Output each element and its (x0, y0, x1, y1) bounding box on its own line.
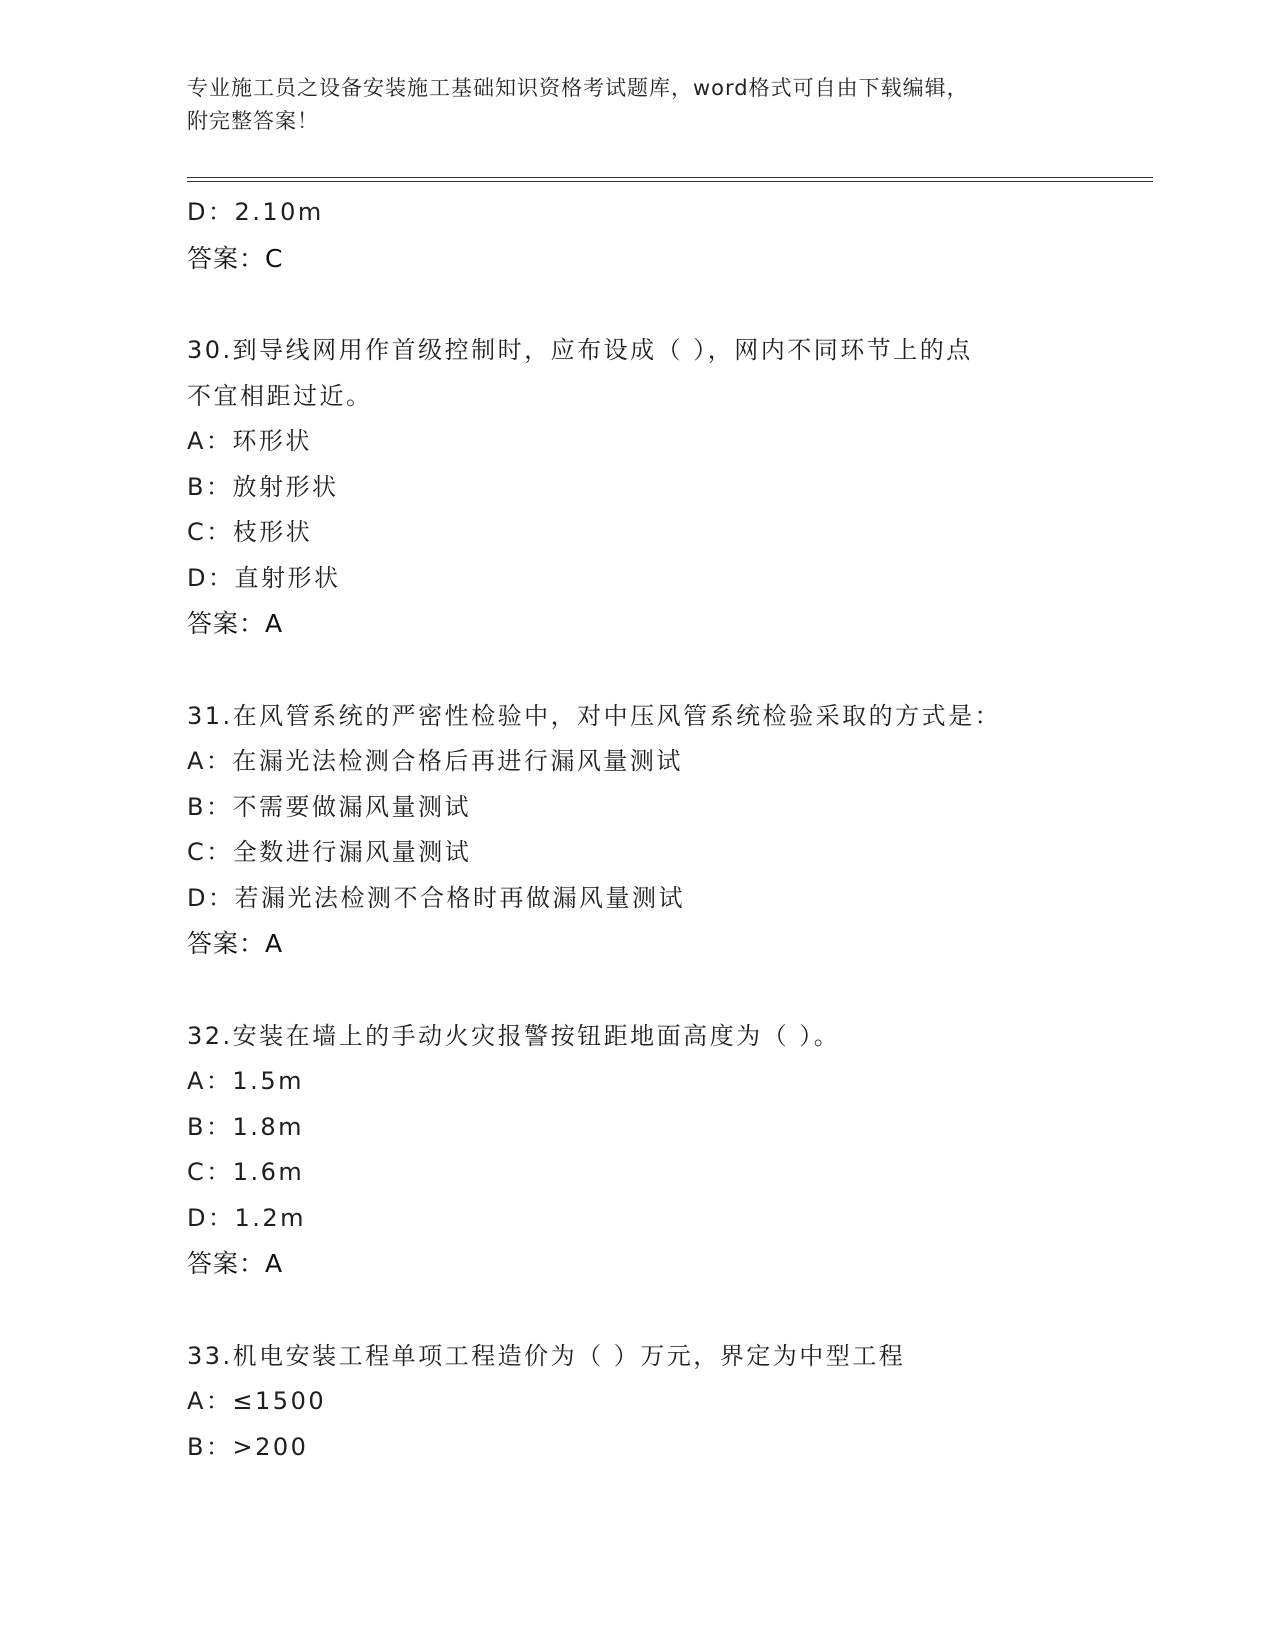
option-b: B：不需要做漏风量测试 (187, 792, 471, 821)
answer: 答案：A (187, 929, 284, 958)
intro-option-d: D：2.10m (187, 198, 324, 226)
answer: 答案：A (187, 609, 284, 638)
option-d: D：若漏光法检测不合格时再做漏风量测试 (187, 883, 685, 912)
spacer (187, 1287, 1087, 1334)
document-body (187, 190, 1087, 1470)
spacer (187, 967, 1087, 1014)
option-d: D：1.2m (187, 1203, 307, 1232)
option-a: A：环形状 (187, 427, 312, 455)
option-c: C：1.6m (187, 1158, 305, 1186)
header-line-1: 专业施工员之设备安装施工基础知识资格考试题库，word格式可自由下载编辑， (187, 76, 969, 100)
header-line-2: 附完整答案！ (187, 109, 319, 133)
question-32 (187, 1014, 1087, 1287)
option-b: B：放射形状 (187, 472, 339, 501)
option-b: B：1.8m (187, 1112, 305, 1141)
option-b: B：>200 (187, 1432, 309, 1461)
question-text: 31.在风管系统的严密性检验中，对中压风管系统检验采取的方式是： (187, 701, 1002, 730)
question-30 (187, 328, 1087, 647)
intro-answer: 答案：C (187, 243, 284, 273)
option-a: A：在漏光法检测合格后再进行漏风量测试 (187, 747, 683, 775)
option-d: D：直射形状 (187, 563, 341, 592)
option-c: C：枝形状 (187, 518, 313, 546)
spacer (187, 647, 1087, 694)
question-33 (187, 1334, 1087, 1471)
question-text: 30.到导线网用作首级控制时，应布设成（ ），网内不同环节上的点 (187, 336, 973, 364)
answer: 答案：A (187, 1249, 284, 1278)
option-a: A：≤1500 (187, 1387, 327, 1415)
question-text-continued: 不宜相距过近。 (187, 381, 373, 410)
option-c: C：全数进行漏风量测试 (187, 838, 472, 866)
header-rule-bottom (187, 181, 1153, 182)
question-text: 32.安装在墙上的手动火灾报警按钮距地面高度为（ ）。 (187, 1021, 841, 1050)
header-rule-top (187, 177, 1153, 178)
document-header (187, 72, 1087, 138)
spacer (187, 281, 1087, 328)
option-a: A：1.5m (187, 1067, 304, 1095)
question-text: 33.机电安装工程单项工程造价为（ ）万元，界定为中型工程 (187, 1341, 906, 1370)
question-31 (187, 694, 1087, 967)
